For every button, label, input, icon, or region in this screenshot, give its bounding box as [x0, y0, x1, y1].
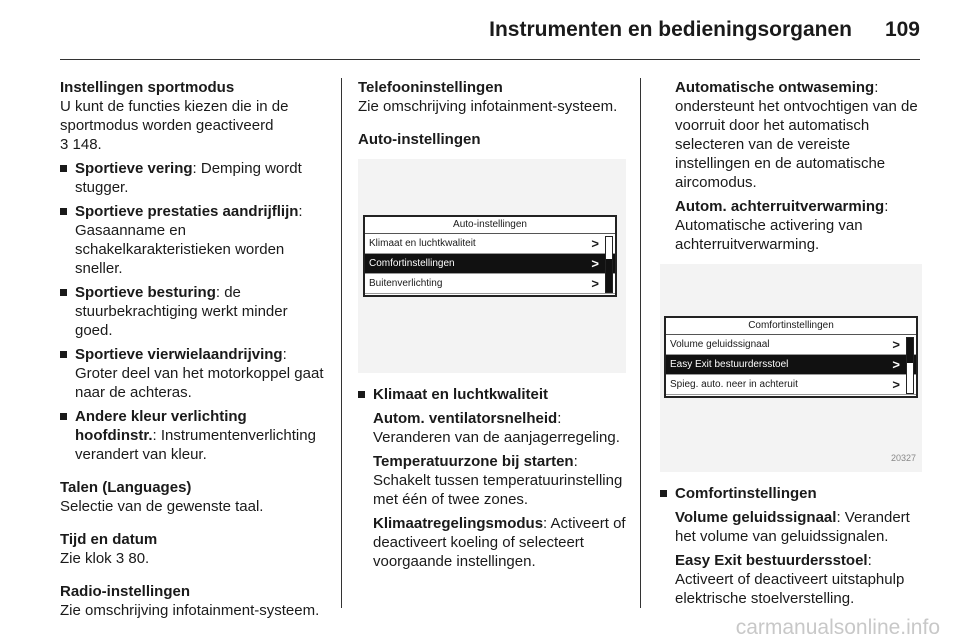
bullet-item [60, 407, 328, 464]
bullet-text: : de stuurbekrachtiging werkt minder goed. [75, 284, 288, 339]
menu-row-label: Comfortinstellingen [369, 258, 455, 269]
sub-term: Autom. ventilatorsnelheid [373, 410, 558, 427]
section-heading: Tijd en datum [60, 531, 158, 548]
section-heading: Instellingen sportmodus [60, 79, 235, 96]
scrollbar [605, 236, 613, 293]
sub-items [660, 508, 922, 608]
bullet-term: Sportieve vering [75, 160, 193, 177]
sub-items [358, 409, 626, 571]
bullet-item [60, 283, 328, 340]
sub-item [373, 409, 626, 447]
chevron-right-icon: > [892, 357, 900, 372]
header-divider [60, 59, 920, 60]
page-title: Instrumenten en bedieningsorganen [489, 18, 852, 41]
menu-row-label: Spieg. auto. neer in achteruit [670, 379, 798, 390]
screen-title: Comfortinstellingen [666, 318, 916, 335]
column-3 [660, 78, 922, 608]
bullet-term: Klimaat en luchtkwaliteit [373, 386, 549, 403]
sub-text: : ondersteunt het ontvochtigen van de voorruit door het automatisch selecteren van de vereiste instellingen en de automatische aircomodus. [675, 79, 918, 191]
sub-item [373, 452, 626, 509]
bullet-text: : Instrumentenverlichting verandert van kleur. [75, 427, 316, 463]
bullet-item [358, 385, 626, 404]
scrollbar [906, 337, 914, 394]
sub-term: Klimaatregelingsmodus [373, 515, 544, 532]
menu-row-label: Buitenverlichting [369, 278, 443, 289]
menu-row-selected [365, 254, 615, 274]
column-divider-2 [640, 78, 641, 608]
menu-row [666, 335, 916, 355]
chevron-right-icon: > [591, 276, 599, 291]
bullet-item [60, 345, 328, 402]
bullet-text: : Demping wordt stugger. [75, 160, 302, 196]
chevron-right-icon: > [591, 256, 599, 271]
bullet-term: Andere kleur verlichting hoofdinstr. [75, 408, 247, 444]
chevron-right-icon: > [892, 377, 900, 392]
menu-row-label: Volume geluidssignaal [670, 339, 770, 350]
bullet-text: : Groter deel van het motorkoppel gaat naar de achteras. [75, 346, 324, 401]
scrollbar-thumb [907, 338, 913, 363]
section-text: Zie klok 3 80. [60, 550, 150, 567]
page-header [0, 0, 960, 60]
bullet-term: Sportieve besturing [75, 284, 216, 301]
section-heading: Auto-instellingen [358, 131, 481, 148]
bullet-item [60, 202, 328, 278]
section-text: U kunt de functies kiezen die in de sportmodus worden geactiveerd [60, 98, 289, 134]
bullet-square-icon [660, 490, 667, 497]
section-sport-mode [60, 78, 328, 464]
bullet-term: Sportieve prestaties aandrijflijn [75, 203, 299, 220]
bullet-square-icon [60, 208, 67, 215]
sub-term: Easy Exit bestuurdersstoel [675, 552, 868, 569]
sub-item [675, 78, 922, 192]
page-number: 109 [884, 18, 920, 41]
bullet-item [60, 159, 328, 197]
section-heading: Radio-instellingen [60, 583, 191, 600]
menu-row [365, 234, 615, 254]
sub-term: Volume geluidssignaal [675, 509, 837, 526]
watermark: carmanualsonline.info [735, 616, 940, 639]
figure-comfort-settings [660, 264, 922, 472]
menu-row-label: Easy Exit bestuurdersstoel [670, 359, 789, 370]
bullet-text: : Gasaanname en schakelkarakteristieken worden sneller. [75, 203, 303, 277]
section-languages [60, 478, 328, 516]
column-1 [60, 78, 328, 634]
bullet-term: Comfortinstellingen [675, 485, 817, 502]
menu-row [365, 274, 615, 294]
section-text: Zie omschrijving infotainment-systeem. [60, 602, 320, 619]
sub-item [675, 197, 922, 254]
section-heading: Talen (Languages) [60, 479, 192, 496]
bullet-square-icon [60, 165, 67, 172]
figure-code: 20327 [890, 453, 916, 463]
chevron-right-icon: > [591, 236, 599, 251]
column-divider-1 [341, 78, 342, 608]
sub-item [373, 514, 626, 571]
figure-auto-settings [358, 159, 626, 373]
column-2 [358, 78, 626, 571]
display-screen [664, 316, 918, 398]
sub-term: Autom. achterruitverwarming [675, 198, 885, 215]
section-heading: Telefooninstellingen [358, 79, 503, 96]
bullet-square-icon [60, 289, 67, 296]
menu-row-selected [666, 355, 916, 375]
section-radio [60, 582, 328, 620]
section-time-date [60, 530, 328, 568]
sub-text: : Activeert of deactiveert uitstaphulp elektrische stoelverstelling. [675, 552, 905, 607]
sub-text: : Automatische activering van achterruitverwarming. [675, 198, 889, 253]
sub-item [675, 508, 922, 546]
section-text: Selectie van de gewenste taal. [60, 498, 264, 515]
sub-text: : Activeert of deactiveert koeling of selecteert voorgaande instellingen. [373, 515, 626, 570]
sub-term: Temperatuurzone bij starten [373, 453, 574, 470]
menu-row-label: Klimaat en luchtkwaliteit [369, 238, 476, 249]
display-screen [363, 215, 617, 297]
scrollbar-thumb [606, 259, 612, 292]
sub-text: : Schakelt tussen temperatuurinstelling met één of twee zones. [373, 453, 623, 508]
bullet-square-icon [358, 391, 365, 398]
section-text: Zie omschrijving infotainment-systeem. [358, 98, 618, 115]
bullet-square-icon [60, 413, 67, 420]
sub-text: : Veranderen van de aanjagerregeling. [373, 410, 620, 446]
sub-term: Automatische ontwaseming [675, 79, 875, 96]
bullet-term: Sportieve vierwielaandrijving [75, 346, 283, 363]
bullet-square-icon [60, 351, 67, 358]
page-reference: 3 148. [60, 136, 102, 153]
sub-text: : Verandert het volume van geluidssignalen. [675, 509, 910, 545]
bullet-item [660, 484, 922, 503]
chevron-right-icon: > [892, 337, 900, 352]
menu-row [666, 375, 916, 395]
screen-title: Auto-instellingen [365, 217, 615, 234]
sub-item [675, 551, 922, 608]
sub-items [660, 78, 922, 254]
section-phone [358, 78, 626, 116]
